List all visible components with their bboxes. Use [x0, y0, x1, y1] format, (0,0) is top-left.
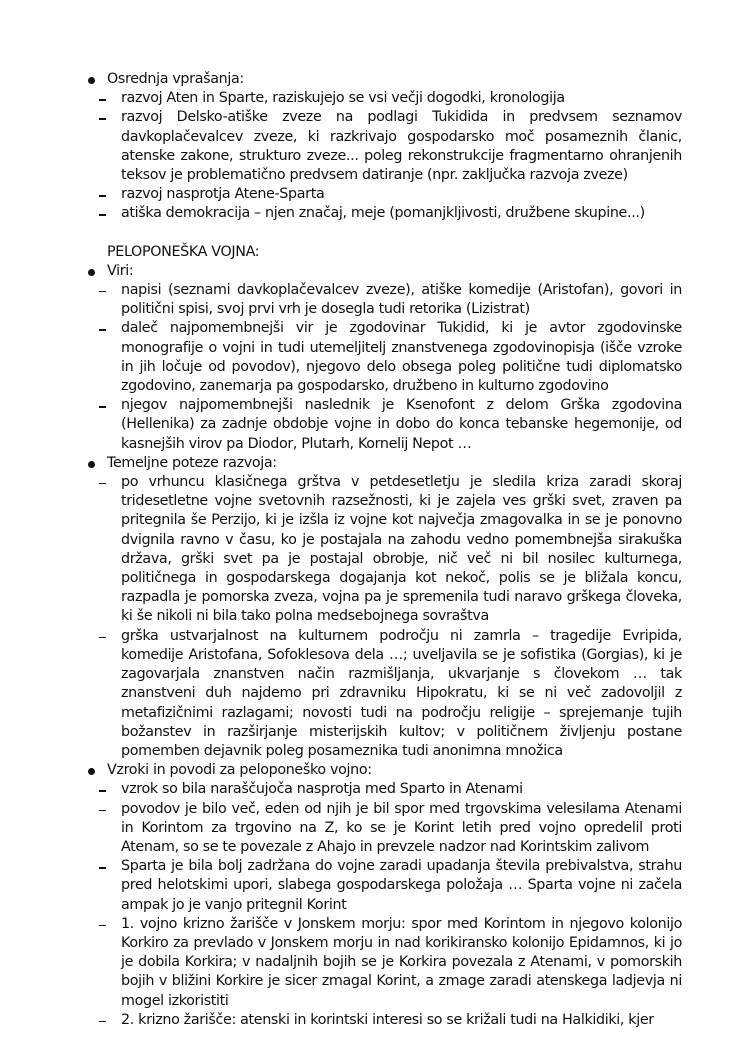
list-item: razvoj nasprotja Atene-Sparta [88, 185, 682, 204]
list-item: razvoj Delsko-atiške zveze na podlagi Tukidida in predvsem seznamov davkoplačevalcev zveze, ki razkrivajo gospodarsko moč posameznih članic, atenske zakone, strukturo zveze... poleg rekonstrukcije fragmentarno ohranjenih teksov je problematično predvsem datiranje (npr. zaključka razvoja zveze) [88, 108, 682, 185]
bullet-temeljne-poteze [88, 454, 682, 473]
bullet-icon [88, 461, 95, 468]
list-item: 1. vojno krizno žarišče v Jonskem morju: spor med Korintom in njegovo kolonijo Korkiro za prevlado v Jonskem morju in nad korikiransko kolonijo Epidamnos, ki jo je dobila Korkira; v nadaljnih bojih se je Korkira povezala z Atenami, v pomorskih bojih v bližini Korkire je sicer zmagal Korint, a zmage zaradi atenskega ladjevja ni mogel izkoristiti [88, 915, 682, 1011]
bullet-icon [88, 77, 95, 84]
dash-icon [99, 99, 106, 100]
dash-icon [99, 483, 106, 484]
list-item: po vrhuncu klasičnega grštva v petdesetletju je sledila kriza zaradi skoraj tridesetletne vojne svetovnih razsežnosti, ki je zajela ves grški svet, zraven pa pritegnila še Perzijo, ki je izšla iz vojne kot največja zmagovalka in se je ponovno dvignila ravno v času, ko je postajala na zahodu vedno pomembnejša sirakuška država, grški svet pa je postajal obrobje, nič več ni bil nosilec kulturnega, političnega in gospodarskega dogajanja kot nekoč, polis se je bližala koncu, razpadla je pomorska zveza, vojna pa je spremenila tudi naravo grškega človeka, ki še nikoli ni bila tako polna medsebojnega sovraštva [88, 473, 682, 627]
dash-icon [99, 637, 106, 638]
bullet-title: Viri: [107, 262, 134, 279]
dash-icon [99, 867, 106, 868]
dash-icon [99, 291, 106, 292]
dash-icon [99, 406, 106, 407]
dash-icon [99, 195, 106, 196]
section-heading: PELOPONEŠKA VOJNA: [107, 243, 260, 260]
bullet-viri [88, 262, 682, 281]
list-item: napisi (seznami davkoplačevalcev zveze), atiške komedije (Aristofan), govori in politični spisi, svoj prvi vrh je dosegla tudi retorika (Lizistrat) [88, 281, 682, 319]
list-item: atiška demokracija – njen značaj, meje (pomanjkljivosti, družbene skupine...) [88, 204, 682, 223]
dash-icon [99, 329, 106, 330]
list-item: povodov je bilo več, eden od njih je bil spor med trgovskima velesilama Atenami in Korintom za trgovino na Z, ko se je Korint letih pred vojno opredelil proti Atenam, so se te povezale z Ahajo in prevzele nadzor nad Korintskim zalivom [88, 800, 682, 858]
document-content [88, 70, 682, 1030]
list-item: razvoj Aten in Sparte, raziskujejo se vsi večji dogodki, kronologija [88, 89, 682, 108]
list-item: Sparta je bila bolj zadržana do vojne zaradi upadanja števila prebivalstva, strahu pred helotskimi upori, slabega gospodarskega položaja … Sparta vojne ni začela ampak jo je vanjo pritegnil Korint [88, 857, 682, 915]
list-item: njegov najpomembnejši naslednik je Ksenofont z delom Grška zgodovina (Hellenika) za zadnje obdobje vojne in dobo do konca tebanske hegemonije, od kasnejših virov pa Diodor, Plutarh, Kornelij Nepot … [88, 396, 682, 454]
sub-list [88, 780, 682, 1030]
bullet-osrednja-vprasanja [88, 70, 682, 89]
bullet-icon [88, 269, 95, 276]
bullet-title: Vzroki in povodi za peloponeško vojno: [107, 762, 372, 779]
bullet-icon [88, 768, 95, 775]
bullet-title: Temeljne poteze razvoja: [107, 454, 277, 471]
bullet-vzroki-in-povodi [88, 761, 682, 780]
sub-list [88, 473, 682, 761]
dash-icon [99, 1021, 106, 1022]
list-item: vzrok so bila naraščujoča nasprotja med Sparto in Atenami [88, 780, 682, 799]
dash-icon [99, 925, 106, 926]
list-item: grška ustvarjalnost na kulturnem področju ni zamrla – tragedije Evripida, komedije Aristofana, Sofoklesova dela …; uveljavila se je sofistika (Gorgias), ki je zagovarjala znanstven način razmišljanja, ukvarjanje s človekom … tak znanstveni duh najdemo pri zdravniku Hipokratu, ki se ni več zadovoljil z metafizičnimi razlagami; novosti tudi na področju religije – sprejemanje tujih božanstev in razširjanje misterijskih kultov; v političnem življenju postane pomemben dejavnik poleg posameznika tudi anonimna množica [88, 627, 682, 761]
dash-icon [99, 118, 106, 119]
dash-icon [99, 790, 106, 791]
list-item: 2. krizno žarišče: atenski in korintski interesi so se križali tudi na Halkidiki, kjer [88, 1011, 682, 1030]
dash-icon [99, 810, 106, 811]
sub-list [88, 89, 682, 223]
sub-list [88, 281, 682, 454]
bullet-title: Osrednja vprašanja: [107, 71, 244, 87]
list-item: daleč najpomembnejši vir je zgodovinar Tukidid, ki je avtor zgodovinske monografije o vojni in tudi utemeljitelj znanstvenega zgodovinopisja (išče vzroke in jih ločuje od povodov), njegovo delo obsega poleg politične tudi diplomatsko zgodovino, zanemarja pa gospodarsko, družbeno in kulturno zgodovino [88, 319, 682, 396]
dash-icon [99, 214, 106, 215]
